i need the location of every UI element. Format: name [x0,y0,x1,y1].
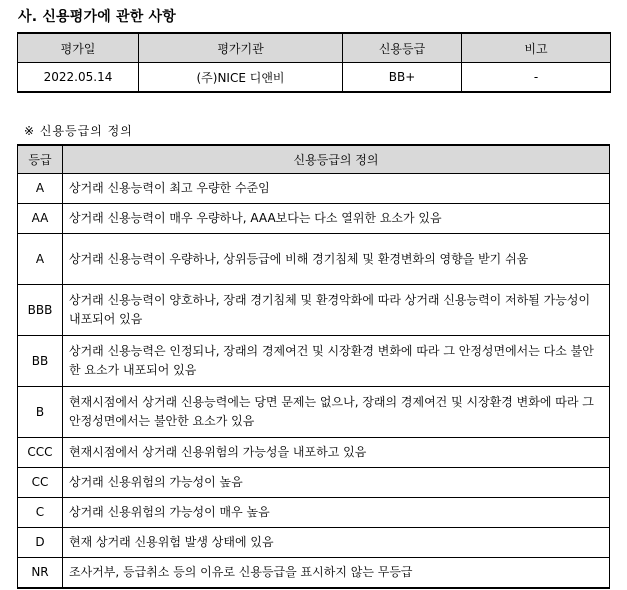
grade-cell: BB [18,336,63,387]
table-row [18,174,610,204]
definition-cell: 현재시점에서 상거래 신용위험의 가능성을 내포하고 있음 [63,438,610,468]
grade-cell: AA [18,204,63,234]
table-row [18,285,610,336]
header-eval-date: 평가일 [18,33,139,63]
definitions-title: ※ 신용등급의 정의 [24,124,133,138]
definition-cell: 현재시점에서 상거래 신용능력에는 당면 문제는 없으나, 장래의 경제여건 및 시장환경 변화에 따라 그 안정성면에서는 불안한 요소가 있음 [63,387,610,438]
definition-cell: 상거래 신용위험의 가능성이 높음 [63,468,610,498]
grade-cell: B [18,387,63,438]
table-row [18,63,611,93]
table-row [18,234,610,285]
table-row [18,558,610,589]
grade-cell: A [18,174,63,204]
table-row [18,528,610,558]
cell-eval-date: 2022.05.14 [18,63,139,93]
grade-cell: CC [18,468,63,498]
header-eval-agency: 평가기관 [139,33,343,63]
table-row [18,438,610,468]
definition-cell: 상거래 신용능력이 매우 우량하나, AAA보다는 다소 열위한 요소가 있음 [63,204,610,234]
definition-cell: 상거래 신용능력은 인정되나, 장래의 경제여건 및 시장환경 변화에 따라 그 안정성면에서는 다소 불안한 요소가 내포되어 있음 [63,336,610,387]
definition-cell: 상거래 신용위험의 가능성이 매우 높음 [63,498,610,528]
cell-eval-agency: (주)NICE 디앤비 [139,63,343,93]
cell-credit-grade: BB+ [343,63,462,93]
definition-cell: 상거래 신용능력이 최고 우량한 수준임 [63,174,610,204]
grade-cell: NR [18,558,63,589]
definition-cell: 상거래 신용능력이 양호하나, 장래 경기침체 및 환경악화에 따라 상거래 신용능력이 저하될 가능성이 내포되어 있음 [63,285,610,336]
table-row [18,336,610,387]
definition-cell: 상거래 신용능력이 우량하나, 상위등급에 비해 경기침체 및 환경변화의 영향을 받기 쉬움 [63,234,610,285]
grade-cell: C [18,498,63,528]
table-header-row [18,33,611,63]
table-row [18,204,610,234]
grade-cell: BBB [18,285,63,336]
header-credit-grade: 신용등급 [343,33,462,63]
grade-cell: CCC [18,438,63,468]
definition-cell: 현재 상거래 신용위험 발생 상태에 있음 [63,528,610,558]
table-row [18,498,610,528]
section-title: 사. 신용평가에 관한 사항 [18,9,176,25]
header-note: 비고 [462,33,611,63]
definition-cell: 조사거부, 등급취소 등의 이유로 신용등급을 표시하지 않는 무등급 [63,558,610,589]
header-grade: 등급 [18,145,63,174]
grade-definitions-table [17,144,610,589]
cell-note: - [462,63,611,93]
table-header-row [18,145,610,174]
table-row [18,468,610,498]
table-row [18,387,610,438]
grade-cell: A [18,234,63,285]
credit-rating-table [17,32,611,93]
header-definition: 신용등급의 정의 [63,145,610,174]
grade-cell: D [18,528,63,558]
